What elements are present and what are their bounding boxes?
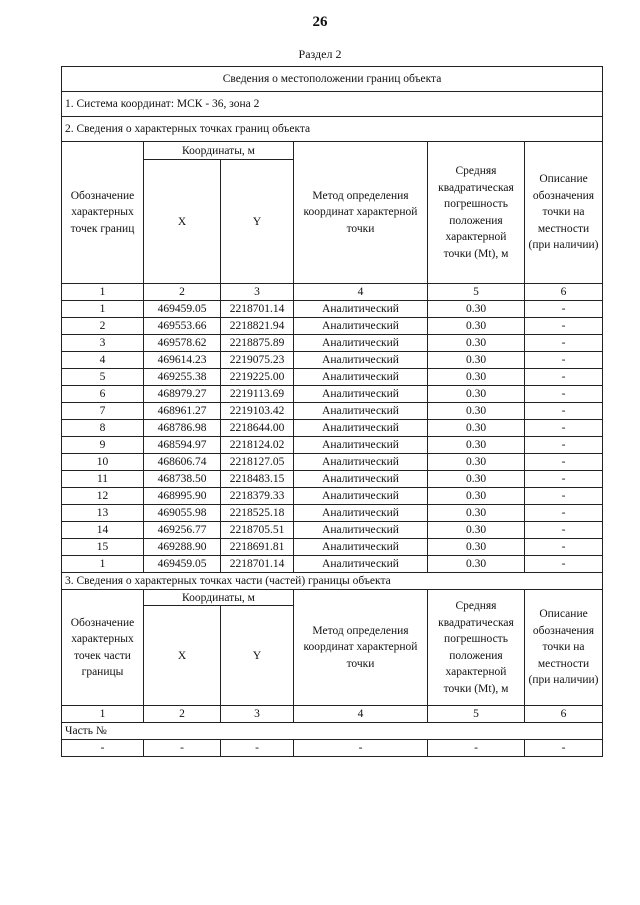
x-cell: 468738.50 bbox=[144, 471, 221, 488]
x-cell: 468961.27 bbox=[144, 403, 221, 420]
accuracy-cell: 0.30 bbox=[428, 386, 525, 403]
accuracy-cell: 0.30 bbox=[428, 318, 525, 335]
header-coordinates: Координаты, м bbox=[144, 142, 294, 160]
header-description: Описание обозначения точки на местности (при наличии) bbox=[525, 142, 603, 284]
description-cell: - bbox=[525, 420, 603, 437]
x-cell: 468786.98 bbox=[144, 420, 221, 437]
header-accuracy: Средняя квадратическая погрешность положения характерной точки (Mt), м bbox=[428, 142, 525, 284]
x-cell: 469459.05 bbox=[144, 301, 221, 318]
column-numbers-row bbox=[62, 284, 603, 301]
header-y: Y bbox=[221, 160, 294, 284]
column-number: 3 bbox=[221, 706, 294, 723]
table-row bbox=[62, 335, 603, 352]
accuracy-cell: 0.30 bbox=[428, 403, 525, 420]
x-cell: - bbox=[144, 740, 221, 757]
point-id-cell: 8 bbox=[62, 420, 144, 437]
x-cell: 468594.97 bbox=[144, 437, 221, 454]
description-cell: - bbox=[525, 505, 603, 522]
column-number: 5 bbox=[428, 706, 525, 723]
column-number: 2 bbox=[144, 284, 221, 301]
column-number: 3 bbox=[221, 284, 294, 301]
header-designation-part: Обозначение характерных точек части границы bbox=[62, 590, 144, 706]
header-x-part: X bbox=[144, 606, 221, 706]
section-title: Раздел 2 bbox=[298, 47, 342, 61]
table-title: Сведения о местоположении границ объекта bbox=[62, 67, 603, 92]
header-coordinates-part: Координаты, м bbox=[144, 590, 294, 606]
table-row bbox=[62, 318, 603, 335]
description-cell: - bbox=[525, 403, 603, 420]
accuracy-cell: 0.30 bbox=[428, 539, 525, 556]
y-cell: 2218379.33 bbox=[221, 488, 294, 505]
table-row bbox=[62, 539, 603, 556]
point-id-cell: 5 bbox=[62, 369, 144, 386]
x-cell: 469288.90 bbox=[144, 539, 221, 556]
y-cell: 2218701.14 bbox=[221, 301, 294, 318]
y-cell: 2219113.69 bbox=[221, 386, 294, 403]
description-cell: - bbox=[525, 318, 603, 335]
y-cell: 2218821.94 bbox=[221, 318, 294, 335]
description-cell: - bbox=[525, 471, 603, 488]
accuracy-cell: 0.30 bbox=[428, 369, 525, 386]
accuracy-cell: 0.30 bbox=[428, 522, 525, 539]
description-cell: - bbox=[525, 522, 603, 539]
method-cell: Аналитический bbox=[294, 522, 428, 539]
y-cell: 2218691.81 bbox=[221, 539, 294, 556]
description-cell: - bbox=[525, 740, 603, 757]
description-cell: - bbox=[525, 454, 603, 471]
y-cell: 2218483.15 bbox=[221, 471, 294, 488]
description-cell: - bbox=[525, 556, 603, 573]
point-id-cell: 13 bbox=[62, 505, 144, 522]
method-cell: Аналитический bbox=[294, 369, 428, 386]
method-cell: Аналитический bbox=[294, 335, 428, 352]
method-cell: Аналитический bbox=[294, 403, 428, 420]
table-row bbox=[62, 488, 603, 505]
points-section-title: 2. Сведения о характерных точках границ объекта bbox=[62, 117, 603, 142]
description-cell: - bbox=[525, 488, 603, 505]
description-cell: - bbox=[525, 539, 603, 556]
method-cell: Аналитический bbox=[294, 488, 428, 505]
column-number: 4 bbox=[294, 706, 428, 723]
description-cell: - bbox=[525, 369, 603, 386]
table-row bbox=[62, 471, 603, 488]
point-id-cell: 12 bbox=[62, 488, 144, 505]
table-row bbox=[62, 556, 603, 573]
point-id-cell: 9 bbox=[62, 437, 144, 454]
x-cell: 468606.74 bbox=[144, 454, 221, 471]
accuracy-cell: 0.30 bbox=[428, 352, 525, 369]
parts-section-title: 3. Сведения о характерных точках части (частей) границы объекта bbox=[62, 573, 603, 590]
x-cell: 469459.05 bbox=[144, 556, 221, 573]
method-cell: Аналитический bbox=[294, 454, 428, 471]
accuracy-cell: 0.30 bbox=[428, 471, 525, 488]
accuracy-cell: - bbox=[428, 740, 525, 757]
column-number: 6 bbox=[525, 706, 603, 723]
method-cell: Аналитический bbox=[294, 471, 428, 488]
table-row bbox=[62, 505, 603, 522]
accuracy-cell: 0.30 bbox=[428, 556, 525, 573]
point-id-cell: 3 bbox=[62, 335, 144, 352]
x-cell: 469578.62 bbox=[144, 335, 221, 352]
description-cell: - bbox=[525, 301, 603, 318]
header-accuracy-part: Средняя квадратическая погрешность положения характерной точки (Mt), м bbox=[428, 590, 525, 706]
table-row bbox=[62, 740, 603, 757]
description-cell: - bbox=[525, 352, 603, 369]
point-id-cell: 4 bbox=[62, 352, 144, 369]
table-row bbox=[62, 403, 603, 420]
point-id-cell: 11 bbox=[62, 471, 144, 488]
accuracy-cell: 0.30 bbox=[428, 335, 525, 352]
table-row bbox=[62, 352, 603, 369]
header-method-part: Метод определения координат характерной точки bbox=[294, 590, 428, 706]
y-cell: 2218644.00 bbox=[221, 420, 294, 437]
y-cell: 2218124.02 bbox=[221, 437, 294, 454]
column-number: 1 bbox=[62, 706, 144, 723]
accuracy-cell: 0.30 bbox=[428, 437, 525, 454]
column-number: 1 bbox=[62, 284, 144, 301]
column-number: 6 bbox=[525, 284, 603, 301]
method-cell: Аналитический bbox=[294, 318, 428, 335]
method-cell: Аналитический bbox=[294, 437, 428, 454]
point-id-cell: 10 bbox=[62, 454, 144, 471]
page-number: 26 bbox=[312, 14, 328, 30]
table-row bbox=[62, 454, 603, 471]
table-row bbox=[62, 420, 603, 437]
column-number: 5 bbox=[428, 284, 525, 301]
accuracy-cell: 0.30 bbox=[428, 488, 525, 505]
header-x: X bbox=[144, 160, 221, 284]
x-cell: 468979.27 bbox=[144, 386, 221, 403]
y-cell: 2218127.05 bbox=[221, 454, 294, 471]
description-cell: - bbox=[525, 335, 603, 352]
method-cell: - bbox=[294, 740, 428, 757]
column-number: 2 bbox=[144, 706, 221, 723]
y-cell: 2218705.51 bbox=[221, 522, 294, 539]
header-description-part: Описание обозначения точки на местности (при наличии) bbox=[525, 590, 603, 706]
coordinate-system: 1. Система координат: МСК - 36, зона 2 bbox=[62, 92, 603, 117]
point-id-cell: 7 bbox=[62, 403, 144, 420]
method-cell: Аналитический bbox=[294, 352, 428, 369]
table-row bbox=[62, 386, 603, 403]
method-cell: Аналитический bbox=[294, 505, 428, 522]
accuracy-cell: 0.30 bbox=[428, 505, 525, 522]
y-cell: 2219075.23 bbox=[221, 352, 294, 369]
column-numbers-row bbox=[62, 706, 603, 723]
x-cell: 469255.38 bbox=[144, 369, 221, 386]
x-cell: 469553.66 bbox=[144, 318, 221, 335]
y-cell: 2218875.89 bbox=[221, 335, 294, 352]
accuracy-cell: 0.30 bbox=[428, 301, 525, 318]
method-cell: Аналитический bbox=[294, 420, 428, 437]
table-row bbox=[62, 369, 603, 386]
description-cell: - bbox=[525, 437, 603, 454]
header-method: Метод определения координат характерной точки bbox=[294, 142, 428, 284]
point-id-cell: 1 bbox=[62, 556, 144, 573]
point-id-cell: 14 bbox=[62, 522, 144, 539]
method-cell: Аналитический bbox=[294, 386, 428, 403]
accuracy-cell: 0.30 bbox=[428, 420, 525, 437]
header-designation: Обозначение характерных точек границ bbox=[62, 142, 144, 284]
method-cell: Аналитический bbox=[294, 301, 428, 318]
x-cell: 469256.77 bbox=[144, 522, 221, 539]
point-id-cell: 15 bbox=[62, 539, 144, 556]
part-label: Часть № bbox=[62, 723, 603, 740]
x-cell: 469055.98 bbox=[144, 505, 221, 522]
x-cell: 469614.23 bbox=[144, 352, 221, 369]
point-id-cell: 1 bbox=[62, 301, 144, 318]
table-row bbox=[62, 301, 603, 318]
description-cell: - bbox=[525, 386, 603, 403]
point-id-cell: 6 bbox=[62, 386, 144, 403]
method-cell: Аналитический bbox=[294, 539, 428, 556]
table-row bbox=[62, 522, 603, 539]
y-cell: 2219103.42 bbox=[221, 403, 294, 420]
table-row bbox=[62, 437, 603, 454]
y-cell: 2218701.14 bbox=[221, 556, 294, 573]
boundary-table bbox=[61, 66, 603, 757]
accuracy-cell: 0.30 bbox=[428, 454, 525, 471]
y-cell: 2218525.18 bbox=[221, 505, 294, 522]
y-cell: - bbox=[221, 740, 294, 757]
y-cell: 2219225.00 bbox=[221, 369, 294, 386]
x-cell: 468995.90 bbox=[144, 488, 221, 505]
header-y-part: Y bbox=[221, 606, 294, 706]
point-id-cell: - bbox=[62, 740, 144, 757]
point-id-cell: 2 bbox=[62, 318, 144, 335]
method-cell: Аналитический bbox=[294, 556, 428, 573]
column-number: 4 bbox=[294, 284, 428, 301]
